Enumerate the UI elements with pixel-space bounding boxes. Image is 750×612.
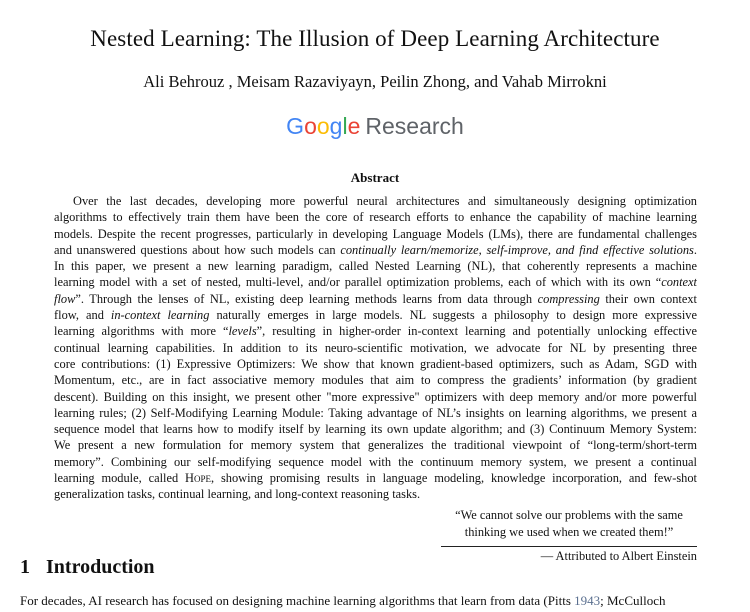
google-research-logo [0, 113, 750, 140]
abstract-line: continual learning capabilities. In addition to its neuro-scientific motivation, we advocate for NL by presenting three [54, 340, 697, 355]
author-list: Ali Behrouz , Meisam Razaviyayn, Peilin Zhong, and Vahab Mirrokni [143, 72, 607, 91]
abstract-line: Momentum, etc., are in fact associative memory modules that aim to compress the gradients’ information (by gradient [54, 373, 697, 388]
abstract-line: In this paper, we present a new learning paradigm, called Nested Learning (NL), that coherently represents a machine [54, 259, 697, 274]
abstract-line: flow, and in-context learning naturally emerges in large models. NL suggests a philosophy to design more expressive [54, 308, 697, 323]
logo-letter: G [286, 113, 305, 139]
intro-text: ; McCulloch [600, 593, 666, 608]
logo-research-word: Research [365, 113, 464, 139]
section-heading [20, 556, 155, 579]
abstract-line: flow”. Through the lenses of NL, existing deep learning methods learns from data through compressing their own context [54, 291, 697, 306]
logo-letter: e [347, 113, 361, 139]
epigraph-quote [441, 507, 697, 540]
abstract-line: learning rules; (2) Self-Modifying Learning Module: Taking advantage of NL’s insights on learning algorithms, we present a [54, 405, 697, 420]
abstract-line: core contributions: (1) Expressive Optimizers: We show that known gradient-based optimizers, such as Adam, SGD with [54, 356, 697, 371]
abstract-line: algorithms to effectively train them have been the core of research efforts to enhance the capability of machine learning [54, 210, 697, 225]
intro-text: For decades, AI research has focused on designing machine learning algorithms that learn from data (Pitts [20, 593, 575, 608]
abstract-line: sequence model that learns how to modify itself by learning its own update algorithm; and (3) Continuum Memory System: [54, 422, 697, 437]
citation-link[interactable]: 1943 [574, 593, 601, 608]
section-number: 1 [20, 556, 30, 578]
epigraph-rule [441, 546, 697, 547]
abstract-line: We present a new formulation for memory system that generalizes the traditional viewpoint of “long-term/short-term [54, 438, 697, 453]
epigraph-attribution: — Attributed to Albert Einstein [540, 549, 697, 563]
abstract-line: Over the last decades, developing more powerful neural architectures and simultaneously designing optimization [73, 194, 697, 208]
epigraph-line: “We cannot solve our problems with the same [455, 508, 683, 522]
paper-title: Nested Learning: The Illusion of Deep Learning Architecture [90, 26, 660, 51]
abstract-body [54, 193, 697, 503]
epigraph-line: thinking we used when we created them!” [464, 524, 674, 539]
logo-letter: o [316, 113, 330, 139]
abstract-line: learning module, called Hope, showing promising results in language modeling, knowledge incorporation, and few-shot [54, 471, 697, 486]
abstract-line: descent). Building on this insight, we present other "more expressive" optimizers with deep memory and/or more powerful [54, 389, 697, 404]
logo-letter: o [304, 113, 317, 139]
section-title: Introduction [46, 556, 155, 578]
abstract-line: generalization tasks, continual learning, and long-context reasoning tasks. [54, 487, 421, 502]
intro-paragraph [20, 593, 740, 609]
abstract-line: and unanswered questions about how such models can continually learn/memorize, self-improve, and find effective solutions. [54, 242, 697, 257]
abstract-line: memory”. Combining our self-modifying sequence model with the continuum memory system, we present a continual [54, 454, 697, 469]
logo-letter: g [329, 113, 343, 139]
abstract-heading: Abstract [350, 170, 400, 185]
logo-letter: l [342, 113, 348, 139]
abstract-line: learning model with a set of nested, multi-level, and/or parallel optimization problems, each of which with its own “context [54, 275, 697, 290]
abstract-line: learning algorithms with more “levels”, resulting in higher-order in-context learning and potentially unlocking effective [54, 324, 697, 339]
abstract-line: models. Despite the recent progresses, particularly in developing Language Models (LMs), there are fundamental challenges [54, 226, 697, 241]
